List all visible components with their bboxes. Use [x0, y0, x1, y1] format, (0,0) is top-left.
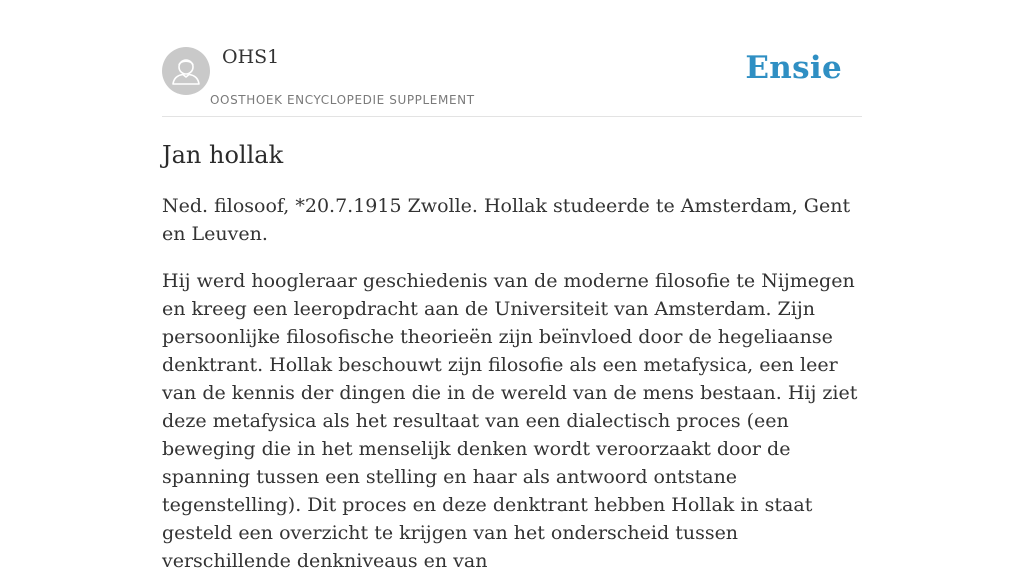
author-avatar[interactable] [162, 47, 210, 95]
article-paragraph-1: Ned. filosoof, *20.7.1915 Zwolle. Hollak studeerde te Amsterdam, Gent en Leuven. [162, 195, 851, 245]
source-name[interactable]: OOSTHOEK ENCYCLOPEDIE SUPPLEMENT [210, 93, 475, 107]
author-name[interactable]: OHS1 [222, 46, 280, 68]
article-body [162, 138, 866, 575]
user-silhouette-icon [162, 47, 210, 95]
article-paragraph-2: Hij werd hoogleraar geschiedenis van de moderne filosofie te Nijmegen en kreeg een leeropdracht aan de Universiteit van Amsterdam. Zijn persoonlijke filosofische theorieën zijn beïnvloed door de hegeliaanse denktrant. Hollak beschouwt zijn filosofie als een metafysica, een leer van de kennis der dingen die in de wereld van de mens bestaan. Hij ziet deze metafysica als het resultaat van een dialectisch proces (een beweging die in het menselijk denken wordt veroorzaakt door de spanning tussen een stelling en haar als antwoord ontstane tegenstelling). Dit proces en deze denktrant hebben Hollak in staat gesteld een overzicht te krijgen van het onderscheid tussen verschillende denkniveaus en van [162, 270, 858, 572]
ensie-logo[interactable]: Ensie [745, 50, 842, 86]
article-title: Jan hollak [162, 141, 284, 169]
article-header [162, 0, 862, 117]
